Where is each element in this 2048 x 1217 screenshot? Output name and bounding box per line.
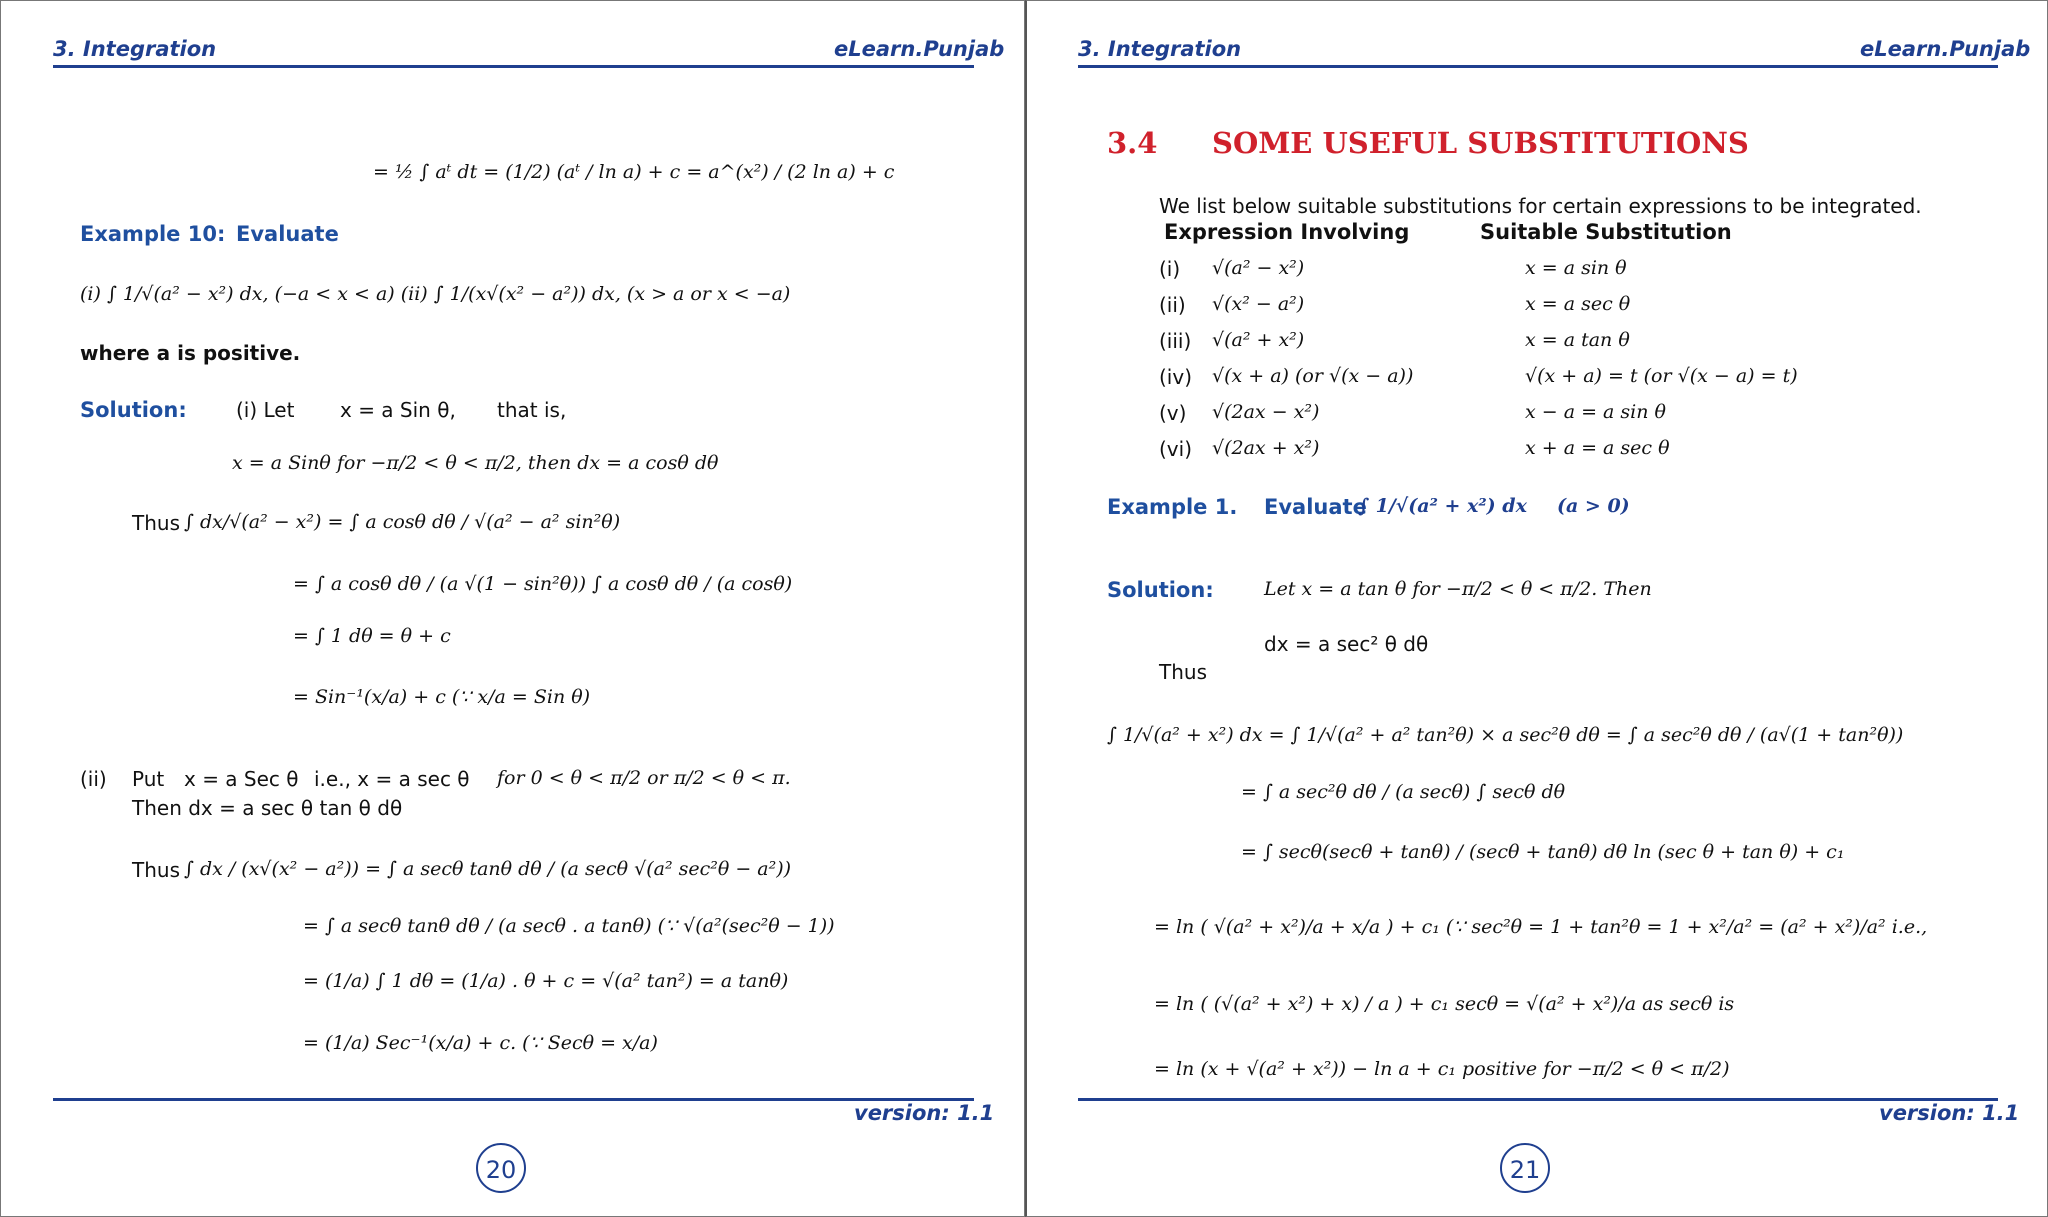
example-parts-equation: (i) ∫ 1/√(a² − x²) dx, (−a < x < a) (ii) ∫ 1/(x√(x² − a²)) dx, (x > a or x < −a)	[80, 283, 791, 305]
thus-label: Thus	[132, 511, 180, 535]
table-row-num: (iii)	[1159, 329, 1192, 353]
thus-equation-2: = ∫ a cosθ dθ / (a √(1 − sin²θ)) ∫ a cosθ dθ / (a cosθ)	[293, 573, 793, 595]
column-head-substitution: Suitable Substitution	[1480, 220, 1732, 244]
header-rule	[53, 65, 974, 68]
version-label: version: 1.1	[1879, 1101, 2020, 1125]
solution-equation-5: = ln ( (√(a² + x²) + x) / a ) + c₁ secθ = √(a² + x²)/a as secθ is	[1154, 993, 1735, 1015]
table-row-num: (i)	[1159, 257, 1181, 281]
brand-header: eLearn.Punjab	[1860, 37, 2031, 61]
solution-equation-3: = ∫ secθ(secθ + tanθ) / (secθ + tanθ) dθ ln (sec θ + tan θ) + c₁	[1241, 841, 1845, 863]
example-label: Example 10:	[80, 222, 226, 246]
part2-thus-label: Thus	[132, 858, 180, 882]
table-row-num: (vi)	[1159, 437, 1192, 461]
thus-label: Thus	[1159, 660, 1207, 684]
page-number: 20	[476, 1143, 526, 1193]
table-row-substitution: x = a tan θ	[1525, 329, 1630, 351]
solution-let-line: Let x = a tan θ for −π/2 < θ < π/2. Then	[1264, 578, 1652, 600]
part2-put: Put	[132, 767, 165, 791]
column-head-expression: Expression Involving	[1164, 220, 1410, 244]
example-equation: ∫ 1/√(a² + x²) dx	[1358, 495, 1527, 517]
table-row-substitution: x = a sin θ	[1525, 257, 1627, 279]
part2-label: (ii)	[80, 767, 107, 791]
table-row-substitution: x = a sec θ	[1525, 293, 1631, 315]
table-row-num: (v)	[1159, 401, 1187, 425]
solution-equation-4: = ln ( √(a² + x²)/a + x/a ) + c₁ (∵ sec²θ = 1 + tan²θ = 1 + x²/a² = (a² + x²)/a² i.e.,	[1154, 916, 1928, 938]
table-row-expression: √(x² − a²)	[1212, 293, 1305, 315]
part2-equation-4: = (1/a) Sec⁻¹(x/a) + c. (∵ Secθ = x/a)	[303, 1032, 658, 1054]
solution-equation-2: = ∫ a sec²θ dθ / (a secθ) ∫ secθ dθ	[1241, 781, 1566, 803]
version-label: version: 1.1	[854, 1101, 995, 1125]
solution-label: Solution:	[80, 398, 187, 422]
part2-equation-1: ∫ dx / (x√(x² − a²)) = ∫ a secθ tanθ dθ / (a secθ √(a² sec²θ − a²))	[184, 858, 792, 880]
dx-line: dx = a sec² θ dθ	[1264, 632, 1429, 656]
part2-then: Then dx = a sec θ tan θ dθ	[132, 796, 403, 820]
section-title: SOME USEFUL SUBSTITUTIONS	[1212, 126, 1749, 160]
solution-line-2: x = a Sinθ for −π/2 < θ < π/2, then dx = a cosθ dθ	[232, 452, 719, 474]
part2-ie: i.e., x = a sec θ	[314, 767, 470, 791]
table-row-expression: √(2ax − x²)	[1212, 401, 1320, 423]
table-row-substitution: x − a = a sin θ	[1525, 401, 1666, 423]
solution-let: (i) Let	[236, 398, 295, 422]
footer-rule	[53, 1098, 974, 1101]
table-row-expression: √(x + a) (or √(x − a))	[1212, 365, 1414, 387]
table-row-num: (iv)	[1159, 365, 1192, 389]
where-text: where a is positive.	[80, 341, 301, 365]
solution-equation-1: ∫ 1/√(a² + x²) dx = ∫ 1/√(a² + a² tan²θ) × a sec²θ dθ = ∫ a sec²θ dθ / (a√(1 + tan²θ))	[1107, 724, 1904, 746]
solution-equation-6: = ln (x + √(a² + x²)) − ln a + c₁ positive for −π/2 < θ < π/2)	[1154, 1058, 1730, 1080]
section-number: 3.4	[1107, 126, 1158, 160]
chapter-header: 3. Integration	[1078, 37, 1242, 61]
table-row-num: (ii)	[1159, 293, 1186, 317]
table-row-substitution: √(x + a) = t (or √(x − a) = t)	[1525, 365, 1798, 387]
part2-substitution: x = a Sec θ	[184, 767, 299, 791]
table-row-expression: √(a² − x²)	[1212, 257, 1305, 279]
example-condition: (a > 0)	[1557, 495, 1630, 517]
intro-text: We list below suitable substitutions for certain expressions to be integrated.	[1159, 194, 1922, 218]
solution-substitution: x = a Sin θ,	[340, 398, 456, 422]
thus-equation-3: = ∫ 1 dθ = θ + c	[293, 625, 451, 647]
brand-header: eLearn.Punjab	[834, 37, 1005, 61]
part2-equation-3: = (1/a) ∫ 1 dθ = (1/a) . θ + c = √(a² tan²) = a tanθ)	[303, 970, 789, 992]
solution-label: Solution:	[1107, 578, 1214, 602]
footer-rule	[1078, 1098, 1998, 1101]
thus-equation-1: ∫ dx/√(a² − x²) = ∫ a cosθ dθ / √(a² − a² sin²θ)	[184, 511, 621, 533]
top-equation: = ½ ∫ aᵗ dt = (1/2) (aᵗ / ln a) + c = a^(x²) / (2 ln a) + c	[373, 161, 895, 183]
solution-thatis: that is,	[497, 398, 567, 422]
part2-for: for 0 < θ < π/2 or π/2 < θ < π.	[497, 767, 791, 789]
thus-equation-4: = Sin⁻¹(x/a) + c (∵ x/a = Sin θ)	[293, 686, 591, 708]
right-page	[1025, 0, 2048, 1217]
example-label: Example 1.	[1107, 495, 1238, 519]
example-evaluate: Evaluate	[236, 222, 339, 246]
chapter-header: 3. Integration	[53, 37, 217, 61]
table-row-expression: √(a² + x²)	[1212, 329, 1305, 351]
table-row-substitution: x + a = a sec θ	[1525, 437, 1670, 459]
header-rule	[1078, 65, 1998, 68]
part2-equation-2: = ∫ a secθ tanθ dθ / (a secθ . a tanθ) (∵ √(a²(sec²θ − 1))	[303, 915, 835, 937]
example-evaluate: Evaluate	[1264, 495, 1367, 519]
page-number: 21	[1500, 1143, 1550, 1193]
table-row-expression: √(2ax + x²)	[1212, 437, 1320, 459]
